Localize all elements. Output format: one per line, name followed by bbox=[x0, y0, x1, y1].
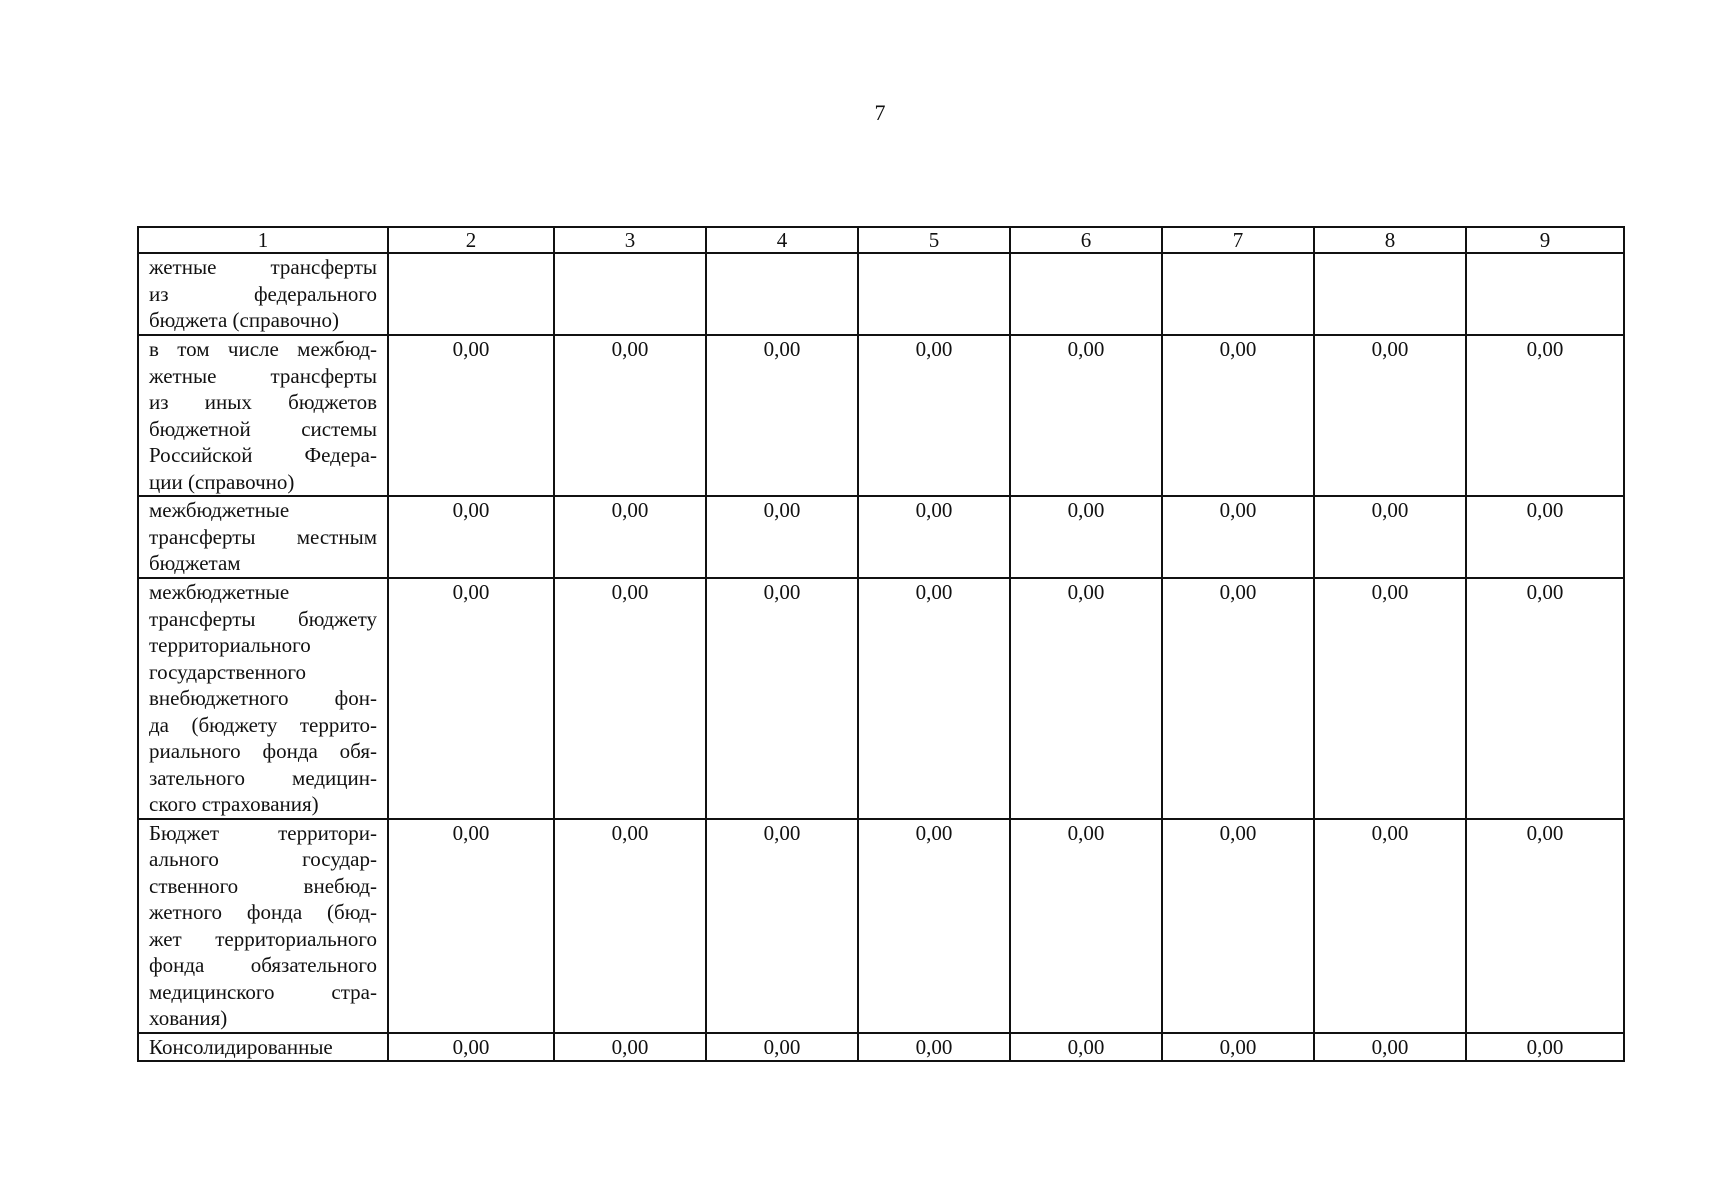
row-label-line: жетные трансферты bbox=[149, 255, 377, 279]
row-label-line: из федерального bbox=[149, 281, 377, 306]
value-cell: 0,00 bbox=[706, 335, 858, 496]
value-cell: 0,00 bbox=[858, 496, 1010, 578]
value-cell bbox=[858, 253, 1010, 335]
value-cell bbox=[1162, 253, 1314, 335]
value-cell: 0,00 bbox=[1162, 1033, 1314, 1062]
value-cell: 0,00 bbox=[388, 819, 554, 1033]
row-label-line: ского страхования) bbox=[149, 792, 319, 816]
value-cell: 0,00 bbox=[554, 578, 706, 819]
column-number: 7 bbox=[1162, 227, 1314, 253]
row-label-line: риального фонда обя- bbox=[149, 739, 377, 763]
column-number: 9 bbox=[1466, 227, 1624, 253]
row-label-line: территориального bbox=[149, 633, 311, 657]
column-number: 5 bbox=[858, 227, 1010, 253]
row-label-line: да (бюджету террито- bbox=[149, 712, 377, 737]
value-cell: 0,00 bbox=[1466, 819, 1624, 1033]
value-cell: 0,00 bbox=[1010, 335, 1162, 496]
page-number: 7 bbox=[874, 100, 886, 125]
value-cell: 0,00 bbox=[388, 578, 554, 819]
value-cell: 0,00 bbox=[1162, 335, 1314, 496]
value-cell: 0,00 bbox=[1466, 1033, 1624, 1062]
value-cell: 0,00 bbox=[554, 819, 706, 1033]
value-cell: 0,00 bbox=[706, 819, 858, 1033]
value-cell: 0,00 bbox=[858, 335, 1010, 496]
row-label-line: хования) bbox=[149, 1006, 228, 1030]
column-number: 4 bbox=[706, 227, 858, 253]
value-cell: 0,00 bbox=[858, 578, 1010, 819]
row-label-line: бюджетной системы bbox=[149, 416, 377, 441]
table-header-row bbox=[138, 227, 1624, 253]
value-cell: 0,00 bbox=[706, 496, 858, 578]
value-cell: 0,00 bbox=[388, 496, 554, 578]
table-row bbox=[138, 335, 1624, 496]
row-label-line: жет территориального bbox=[149, 926, 377, 951]
value-cell: 0,00 bbox=[706, 1033, 858, 1062]
row-label bbox=[138, 819, 388, 1033]
row-label-line: из иных бюджетов bbox=[149, 390, 377, 414]
row-label-line: жетного фонда (бюд- bbox=[149, 900, 377, 924]
row-label-line: ственного внебюд- bbox=[149, 873, 377, 898]
value-cell bbox=[1010, 253, 1162, 335]
value-cell: 0,00 bbox=[1314, 819, 1466, 1033]
value-cell: 0,00 bbox=[388, 335, 554, 496]
value-cell: 0,00 bbox=[1466, 496, 1624, 578]
value-cell: 0,00 bbox=[1162, 578, 1314, 819]
value-cell: 0,00 bbox=[1162, 496, 1314, 578]
value-cell: 0,00 bbox=[1010, 578, 1162, 819]
value-cell: 0,00 bbox=[1314, 496, 1466, 578]
value-cell: 0,00 bbox=[388, 1033, 554, 1062]
value-cell: 0,00 bbox=[554, 335, 706, 496]
table-row bbox=[138, 253, 1624, 335]
value-cell: 0,00 bbox=[1314, 578, 1466, 819]
value-cell: 0,00 bbox=[858, 819, 1010, 1033]
table-row bbox=[138, 819, 1624, 1033]
column-number: 8 bbox=[1314, 227, 1466, 253]
value-cell: 0,00 bbox=[1314, 335, 1466, 496]
column-number: 2 bbox=[388, 227, 554, 253]
table-row bbox=[138, 578, 1624, 819]
value-cell: 0,00 bbox=[1314, 1033, 1466, 1062]
row-label-line: Консолидированные bbox=[149, 1034, 333, 1059]
row-label bbox=[138, 253, 388, 335]
row-label-line: медицинского стра- bbox=[149, 979, 377, 1004]
column-number: 1 bbox=[138, 227, 388, 253]
value-cell: 0,00 bbox=[1466, 578, 1624, 819]
row-label-line: трансферты местным bbox=[149, 524, 377, 549]
row-label-line: Российской Федера- bbox=[149, 443, 377, 467]
value-cell: 0,00 bbox=[858, 1033, 1010, 1062]
row-label-line: в том числе межбюд- bbox=[149, 337, 377, 361]
value-cell bbox=[1314, 253, 1466, 335]
row-label-line: ции (справочно) bbox=[149, 469, 295, 494]
row-label-line: бюджетам bbox=[149, 551, 241, 575]
value-cell bbox=[1466, 253, 1624, 335]
value-cell bbox=[554, 253, 706, 335]
row-label-line: Бюджет территори- bbox=[149, 820, 377, 845]
row-label bbox=[138, 578, 388, 819]
row-label-line: фонда обязательного bbox=[149, 953, 377, 977]
row-label-line: внебюджетного фон- bbox=[149, 686, 377, 710]
table-row bbox=[138, 496, 1624, 578]
row-label-line: межбюджетные bbox=[149, 580, 290, 604]
value-cell: 0,00 bbox=[554, 1033, 706, 1062]
row-label-line: межбюджетные bbox=[149, 498, 290, 522]
column-number: 6 bbox=[1010, 227, 1162, 253]
row-label-line: государственного bbox=[149, 659, 307, 684]
row-label-line: бюджета (справочно) bbox=[149, 308, 339, 332]
row-label bbox=[138, 335, 388, 496]
value-cell bbox=[388, 253, 554, 335]
budget-table bbox=[137, 226, 1625, 1062]
value-cell bbox=[706, 253, 858, 335]
row-label-line: зательного медицин- bbox=[149, 765, 377, 790]
row-label bbox=[138, 1033, 388, 1062]
value-cell: 0,00 bbox=[554, 496, 706, 578]
row-label-line: жетные трансферты bbox=[149, 363, 377, 388]
value-cell: 0,00 bbox=[1010, 1033, 1162, 1062]
row-label bbox=[138, 496, 388, 578]
value-cell: 0,00 bbox=[1466, 335, 1624, 496]
value-cell: 0,00 bbox=[706, 578, 858, 819]
value-cell: 0,00 bbox=[1010, 819, 1162, 1033]
column-number: 3 bbox=[554, 227, 706, 253]
row-label-line: трансферты бюджету bbox=[149, 606, 377, 631]
table-row bbox=[138, 1033, 1624, 1062]
row-label-line: ального государ- bbox=[149, 847, 377, 871]
value-cell: 0,00 bbox=[1162, 819, 1314, 1033]
value-cell: 0,00 bbox=[1010, 496, 1162, 578]
